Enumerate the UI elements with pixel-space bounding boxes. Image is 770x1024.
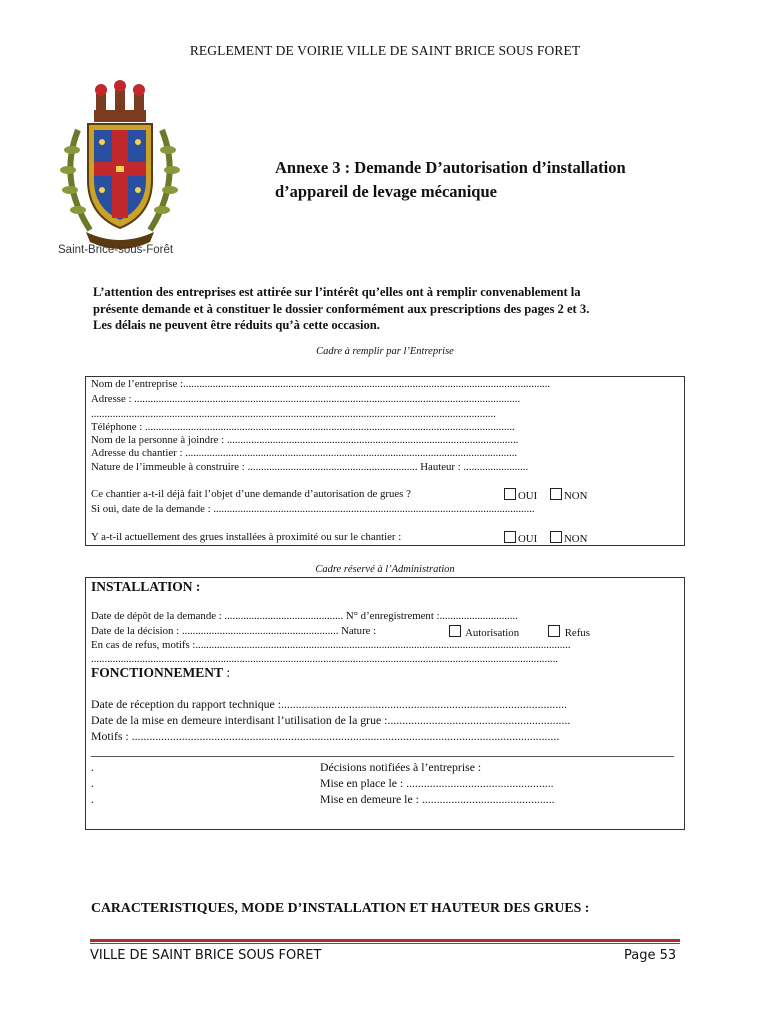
field-personne[interactable]: Nom de la personne à joindre : ............................................................................................................ bbox=[91, 434, 519, 446]
dot-1: . bbox=[91, 760, 94, 774]
fonctionnement-title bbox=[91, 665, 230, 681]
q2-non-label: NON bbox=[564, 533, 588, 545]
installation-title: INSTALLATION : bbox=[91, 579, 201, 594]
field-date-reception[interactable]: Date de réception du rapport technique :................................................................................................. bbox=[91, 697, 568, 711]
crown bbox=[94, 80, 146, 122]
field-motifs-refus[interactable]: En cas de refus, motifs :........................................................................................................................................... bbox=[91, 639, 571, 651]
field-mise-en-demeure-le[interactable]: Mise en demeure le : ............................................. bbox=[320, 792, 555, 806]
field-nature-hauteur[interactable]: Nature de l’immeuble à construire : ............................................................... Hauteur : ........................ bbox=[91, 461, 529, 473]
intro-line3: Les délais ne peuvent être réduits qu’à cette occasion. bbox=[93, 318, 380, 332]
footer-rule-thick bbox=[90, 939, 680, 942]
field-date-mise-demeure[interactable]: Date de la mise en demeure interdisant l’utilisation de la grue :.............................................................. bbox=[91, 713, 571, 727]
footer-left: VILLE DE SAINT BRICE SOUS FORET bbox=[90, 948, 322, 963]
q1-non-option[interactable] bbox=[550, 488, 587, 502]
decisions-heading: Décisions notifiées à l’entreprise : bbox=[320, 760, 482, 774]
dot-3: . bbox=[91, 792, 94, 806]
field-motifs-refus-line2[interactable]: ............................................................................................................................................................................. bbox=[91, 653, 558, 665]
q2-oui-label: OUI bbox=[518, 533, 538, 545]
field-telephone[interactable]: Téléphone : ......................................................................................................................................... bbox=[91, 421, 515, 433]
field-adresse[interactable]: Adresse : ............................................................................................................................................... bbox=[91, 393, 521, 405]
fonctionnement-title-text: FONCTIONNEMENT bbox=[91, 665, 224, 680]
refus-label: Refus bbox=[564, 627, 590, 639]
annexe-title-line2: d’appareil de levage mécanique bbox=[275, 182, 497, 201]
field-date-demande[interactable]: Si oui, date de la demande : ....................................................................................................................... bbox=[91, 503, 535, 515]
q1-non-checkbox[interactable] bbox=[550, 488, 562, 500]
intro-line2: présente demande et à constituer le dossier conformément aux prescriptions des pages 2 et 3. bbox=[93, 301, 590, 316]
caracteristiques-heading: CARACTERISTIQUES, MODE D’INSTALLATION ET HAUTEUR DES GRUES : bbox=[91, 900, 590, 915]
field-adresse-chantier[interactable]: Adresse du chantier : ........................................................................................................................... bbox=[91, 447, 518, 459]
q1-oui-label: OUI bbox=[518, 490, 538, 502]
question-grues-proximite: Y a-t-il actuellement des grues installées à proximité ou sur le chantier : bbox=[91, 531, 402, 543]
page-header: REGLEMENT DE VOIRIE VILLE DE SAINT BRICE SOUS FORET bbox=[189, 43, 581, 58]
q2-oui-checkbox[interactable] bbox=[504, 531, 516, 543]
field-nom-entreprise[interactable]: Nom de l’entreprise :........................................................................................................................................ bbox=[91, 378, 551, 390]
refus-checkbox[interactable] bbox=[548, 625, 560, 637]
intro-paragraph bbox=[93, 284, 683, 334]
q2-non-checkbox[interactable] bbox=[550, 531, 562, 543]
coat-of-arms-icon bbox=[50, 80, 190, 260]
q1-oui-checkbox[interactable] bbox=[504, 488, 516, 500]
separator-rule bbox=[91, 756, 674, 757]
field-motifs[interactable]: Motifs : ................................................................................................................................................. bbox=[91, 729, 560, 743]
q2-non-option[interactable] bbox=[550, 531, 587, 545]
q2-oui-option[interactable] bbox=[504, 531, 537, 545]
administration-frame-label: Cadre réservé à l’Administration bbox=[315, 564, 455, 575]
field-date-depot[interactable]: Date de dépôt de la demande : ............................................ N° d’enregistrement :............................. bbox=[91, 610, 518, 622]
autorisation-checkbox[interactable] bbox=[449, 625, 461, 637]
autorisation-option[interactable] bbox=[449, 625, 519, 639]
footer-rule-thin bbox=[90, 943, 680, 944]
field-date-decision[interactable]: Date de la décision : .......................................................... Nature : bbox=[91, 625, 377, 637]
entreprise-frame-label: Cadre à remplir par l’Entreprise bbox=[316, 346, 454, 357]
refus-option[interactable] bbox=[548, 625, 590, 639]
q1-oui-option[interactable] bbox=[504, 488, 537, 502]
logo-caption: Saint-Brice-sous-Forêt bbox=[58, 244, 174, 256]
q1-non-label: NON bbox=[564, 490, 588, 502]
fonctionnement-colon: : bbox=[223, 665, 231, 680]
dot-2: . bbox=[91, 776, 94, 790]
question-grues-demande: Ce chantier a-t-il déjà fait l’objet d’une demande d’autorisation de grues ? bbox=[91, 488, 411, 500]
intro-line1: L’attention des entreprises est attirée sur l’intérêt qu’elles ont à remplir convenablement la bbox=[93, 285, 581, 299]
field-adresse-line2[interactable]: ...................................................................................................................................................... bbox=[91, 408, 496, 420]
annexe-title-line1: Annexe 3 : Demande D’autorisation d’installation bbox=[275, 158, 626, 177]
annexe-title bbox=[275, 156, 626, 204]
field-mise-en-place[interactable]: Mise en place le : .................................................. bbox=[320, 776, 554, 790]
page-number: Page 53 bbox=[624, 948, 677, 963]
autorisation-label: Autorisation bbox=[465, 627, 520, 639]
